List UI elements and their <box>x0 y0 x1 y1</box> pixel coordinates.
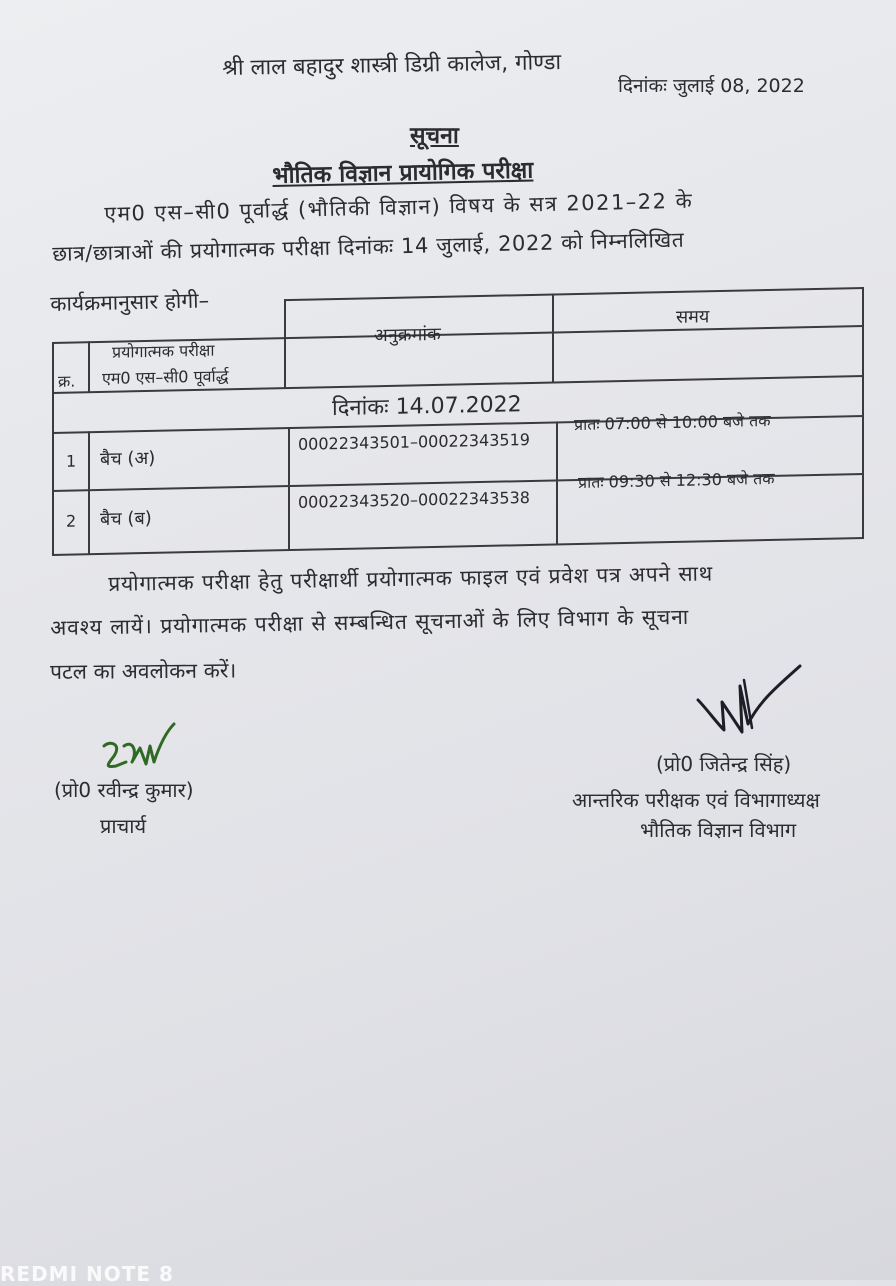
row-1-serial: 1 <box>66 451 77 471</box>
date-row: दिनांकः 14.07.2022 <box>332 392 522 422</box>
row-1-time: प्रातः 07:00 से 10:00 बजे तक <box>574 410 771 435</box>
right-signatory-name: (प्रो0 जितेन्द्र सिंह) <box>656 752 792 776</box>
college-name: श्री लाल बहादुर शास्त्री डिग्री कालेज, गोण्डा <box>222 50 562 81</box>
row-2-serial: 2 <box>66 511 77 531</box>
row-2-roll: 00022343520–00022343538 <box>298 487 530 512</box>
row-1-roll: 00022343501–00022343519 <box>298 429 530 454</box>
header-serial: क्र. <box>58 371 76 391</box>
intro-line-3: कार्यक्रमानुसार होगी– <box>50 288 210 316</box>
camera-watermark: REDMI NOTE 8 <box>0 1262 174 1286</box>
row-2-batch: बैच (ब) <box>100 507 152 530</box>
right-signatory-designation: आन्तरिक परीक्षक एवं विभागाध्यक्ष <box>572 788 820 812</box>
footer-line-2: अवश्य लायें। प्रयोगात्मक परीक्षा से सम्बन्धित सूचनाओं के लिए विभाग के सूचना <box>50 604 690 640</box>
intro-line-1: एम0 एस–सी0 पूर्वार्द्ध (भौतिकी विज्ञान) विषय के सत्र 2021–22 के <box>104 188 694 226</box>
row-2-time: प्रातः 09:30 से 12:30 बजे तक <box>578 468 775 492</box>
footer-line-3: पटल का अवलोकन करें। <box>50 658 237 684</box>
header-time: समय <box>676 306 710 328</box>
header-exam-line1: प्रयोगात्मक परीक्षा <box>112 340 215 362</box>
row-1-batch: बैच (अ) <box>100 447 156 470</box>
notice-title: सूचना <box>410 123 459 149</box>
notice-date: दिनांकः जुलाई 08, 2022 <box>618 75 805 97</box>
right-signatory-department: भौतिक विज्ञान विभाग <box>640 818 797 842</box>
left-signatory-name: (प्रो0 रवीन्द्र कुमार) <box>54 778 194 802</box>
header-roll: अनुक्रमांक <box>374 323 441 347</box>
notice-subtitle: भौतिक विज्ञान प्रायोगिक परीक्षा <box>272 157 534 189</box>
intro-line-2: छात्र/छात्राओं की प्रयोगात्मक परीक्षा दिनांकः 14 जुलाई, 2022 को निम्नलिखित <box>52 227 685 266</box>
footer-line-1: प्रयोगात्मक परीक्षा हेतु परीक्षार्थी प्रयोगात्मक फाइल एवं प्रवेश पत्र अपने साथ <box>108 561 714 596</box>
left-signatory-designation: प्राचार्य <box>100 814 147 838</box>
header-exam-line2: एम0 एस–सी0 पूर्वार्द्ध <box>102 366 229 388</box>
